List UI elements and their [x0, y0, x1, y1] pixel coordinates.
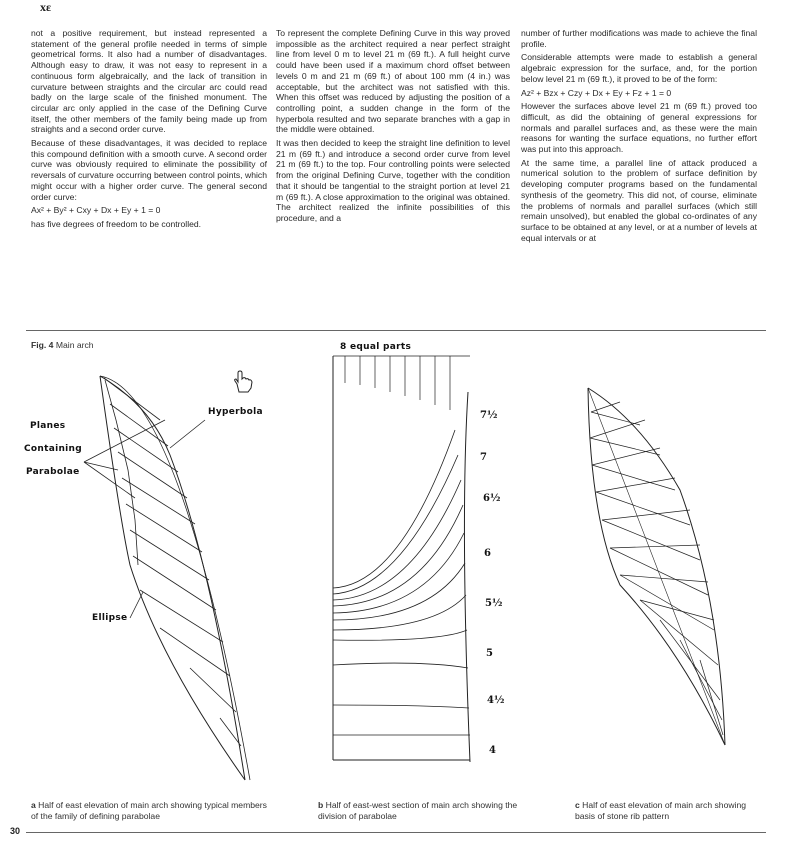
hand-cursor-icon — [232, 370, 254, 399]
figure-title-text: Main arch — [55, 340, 94, 350]
level-label: 7½ — [480, 410, 498, 421]
paragraph: To represent the complete Defining Curve in this way proved impossible as the architect required a near perfect straight line from level 0 m to level 21 m (69 ft.). A full height curve could have been used if a maximum chord offset between levels 0 m and 21 m (69 ft.) of about 100 mm (4 in.) was acceptable, but the architect was not satisfied with this. When this offset was reduced by adjusting the position of a controlling point, a sudden change in the form of the hyperbola resulted and two separate branches with a gap in the middle were obtained. — [276, 28, 510, 135]
label-ellipse: Ellipse — [92, 613, 128, 623]
level-label: 7 — [480, 452, 487, 463]
level-label: 4½ — [487, 695, 505, 706]
level-label: 6½ — [483, 493, 501, 504]
caption-text: Half of east-west section of main arch showing the division of parabolae — [318, 800, 518, 821]
figure-number: Fig. 4 — [31, 340, 54, 350]
caption-letter: a — [31, 800, 36, 810]
page-number: 30 — [10, 826, 21, 836]
drawing-b — [333, 356, 470, 762]
caption-letter: b — [318, 800, 324, 810]
caption-text: Half of east elevation of main arch showing basis of stone rib pattern — [575, 800, 747, 821]
paragraph: Considerable attempts were made to establish a general algebraic expression for the surface, and, for the portion below level 21 m (69 ft.), it proved to be of the form: — [521, 52, 757, 84]
drawing-a — [84, 376, 250, 780]
equation: Az² + Bzx + Czy + Dx + Ey + Fz + 1 = 0 — [521, 87, 672, 98]
label-parabolae: Parabolae — [26, 467, 80, 477]
profile-curve — [464, 392, 470, 762]
paragraph: has five degrees of freedom to be controlled. — [31, 218, 202, 229]
caption-a — [31, 800, 276, 821]
drawing-c — [588, 388, 725, 745]
paragraph: not a positive requirement, but instead represented a statement of the general profile needed in terms of simple geometrical forms. It also had a number of disadvantages. Although easy to draw, it was not easy to represent in a continuous form algebraically, and the lack of transition in curvature between straights and the circular arc could read badly on the large scale of the finished monument. The circular arc only applied in the case of the Defining Curve itself, the other members of the family being made up from straights and a second order curve. — [31, 28, 267, 135]
label-equal-parts: 8 equal parts — [340, 342, 412, 352]
caption-c — [575, 800, 765, 821]
ellipse-curve — [100, 376, 245, 780]
level-label: 6 — [484, 548, 491, 559]
caption-b — [318, 800, 533, 821]
level-label: 5 — [486, 648, 493, 659]
paragraph: It was then decided to keep the straight line definition to level 21 m (69 ft.) and introduce a second order curve from level 21 m (69 ft.) to the top. Four controlling points were selected from the original Defining Curve, together with the condition that it should be tangential to the straight portion at level 21 m (69 ft.). A close approximation to the original was obtained. The architect realized the infinite possibilities of this procedure, and a — [276, 138, 510, 223]
caption-letter: c — [575, 800, 580, 810]
header-mark: xε — [40, 0, 52, 14]
level-label: 4 — [489, 745, 496, 756]
label-planes: Planes — [30, 421, 66, 431]
paragraph: Because of these disadvantages, it was decided to replace this compound definition with a smooth curve. A second order curve was obviously required to eliminate the possibility of reversals of curvature occurring between control points, which might occur with a higher order curve. The general second order curve: — [31, 138, 267, 202]
label-hyperbola: Hyperbola — [208, 407, 263, 417]
paragraph: number of further modifications was made to achieve the final profile. — [521, 28, 757, 49]
label-containing: Containing — [24, 444, 82, 454]
equation: Ax² + By² + Cxy + Dx + Ey + 1 = 0 — [31, 205, 161, 216]
hyperbola-curve — [100, 376, 245, 780]
caption-text: Half of east elevation of main arch showing typical members of the family of defining parabolae — [31, 800, 267, 821]
paragraph: At the same time, a parallel line of attack produced a numerical solution to the problem of surface definition by developing computer programs based on the fundamental synthesis of the geometry. This did not, of course, eliminate the problems of normals and parallel surfaces (which still remain unsolved), but enabled the global co-ordinates of any surface to be obtained at any level, or at a number of levels at equal intervals or at — [521, 157, 757, 243]
level-label: 5½ — [485, 598, 503, 609]
paragraph: However the surfaces above level 21 m (69 ft.) proved too difficult, as did the obtaining of general expressions for normals and parallel surfaces and, as these were the main reasons for wanting the surface equations, no further effort was put into this approach. — [521, 101, 757, 155]
footer-divider — [26, 832, 766, 833]
parabola-line — [100, 376, 250, 780]
